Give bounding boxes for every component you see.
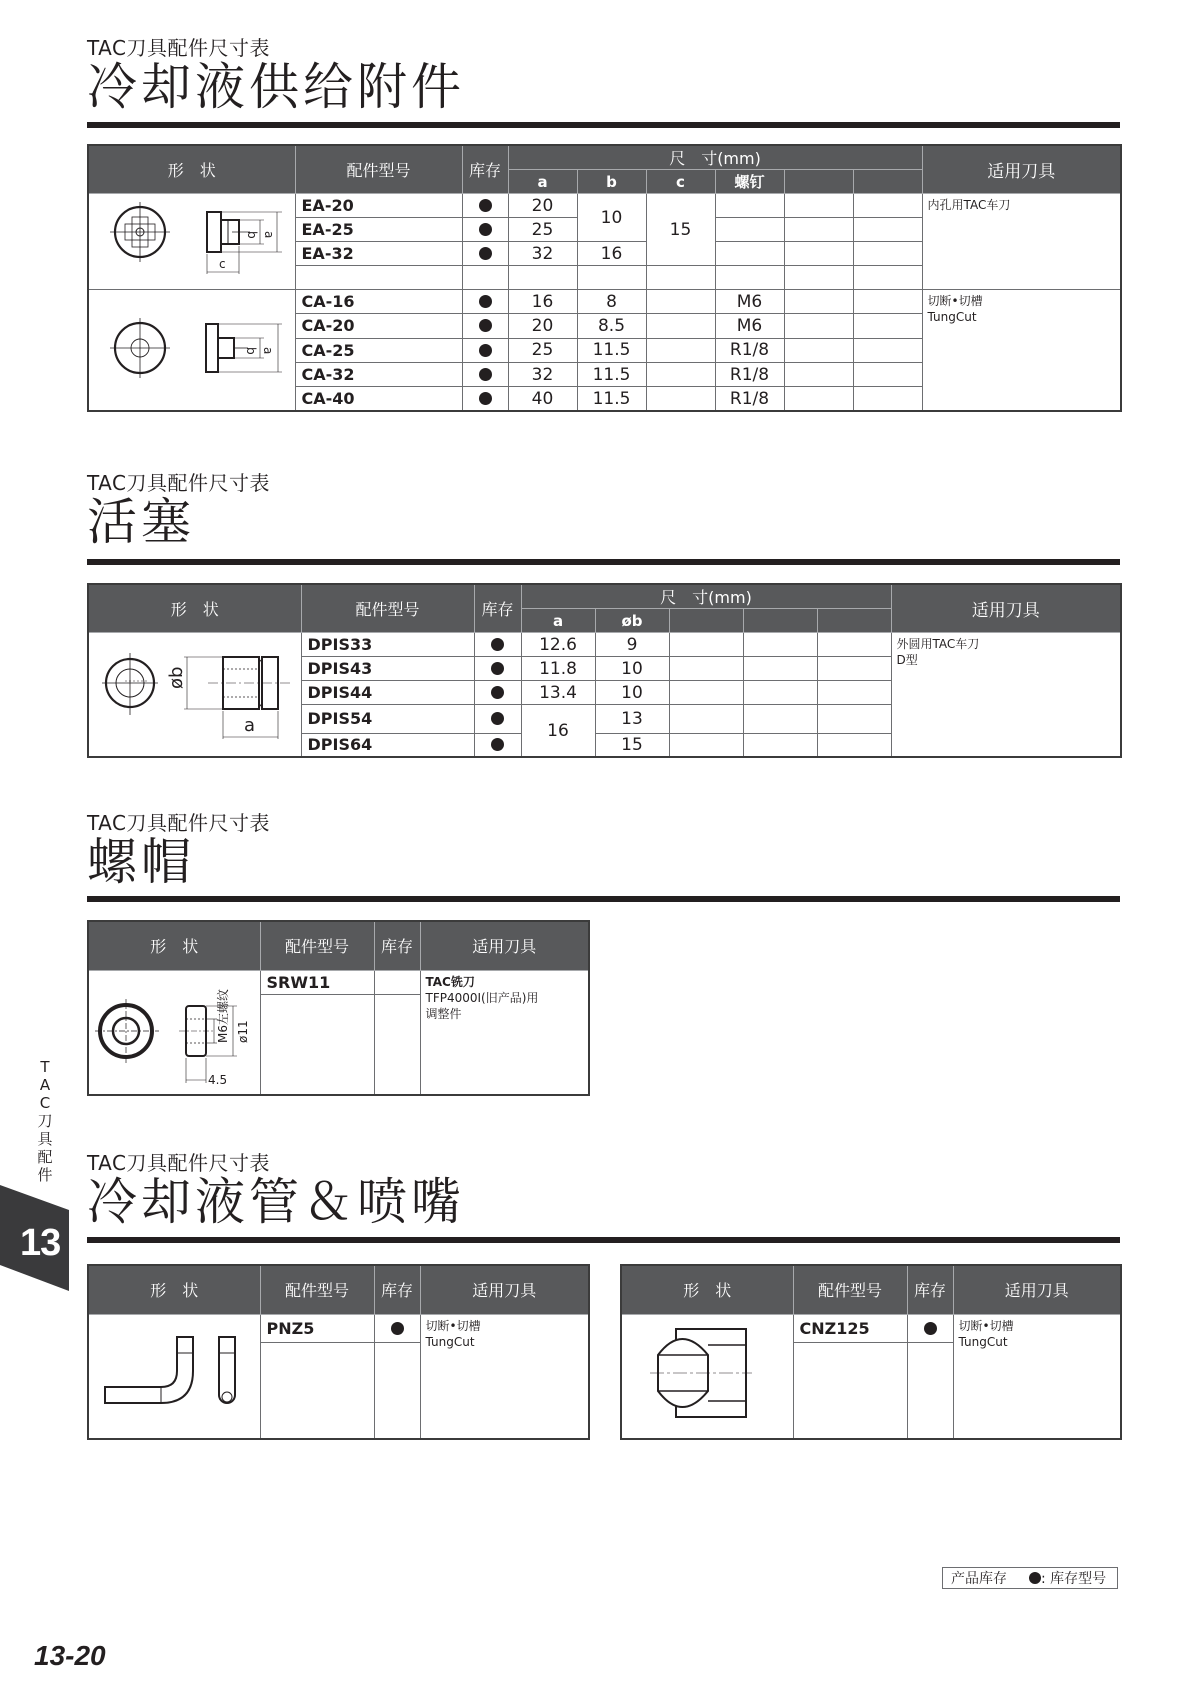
model-cell: CA-16: [295, 290, 462, 314]
header-dim-b: øb: [595, 609, 669, 633]
stock-cell: [374, 970, 420, 994]
in-stock-dot-icon: [479, 247, 492, 260]
header-dim-a: a: [508, 170, 577, 194]
stock-cell: [474, 657, 521, 681]
stock-cell: [474, 733, 521, 757]
stock-cell: [462, 387, 508, 411]
dim-screw-cell: M6: [715, 290, 784, 314]
section-subtitle: TAC刀具配件尺寸表: [87, 1151, 270, 1175]
nut-table: [87, 920, 590, 1096]
in-stock-dot-icon: [479, 199, 492, 212]
stock-cell: [474, 681, 521, 705]
applicable-tool-cell: TAC铣刀 TFP4000I(旧产品)用 调整件: [420, 970, 589, 1095]
in-stock-dot-icon: [491, 738, 504, 751]
header-tool: 适用刀具: [891, 584, 1121, 633]
svg-text:M6左螺纹: M6左螺纹: [216, 988, 231, 1043]
svg-text:b: b: [243, 347, 258, 355]
nozzle-drawing: [621, 1314, 793, 1439]
dim-screw-cell: R1/8: [715, 362, 784, 386]
dim-a-cell: 32: [508, 242, 577, 266]
header-dim-blank: [784, 170, 853, 194]
dim-b-cell: 8.5: [577, 314, 646, 338]
in-stock-dot-icon: [491, 686, 504, 699]
in-stock-dot-icon: [491, 712, 504, 725]
header-dimensions: 尺 寸(mm): [508, 145, 922, 170]
stock-cell: [474, 633, 521, 657]
header-stock: 库存: [462, 145, 508, 194]
table-row: [621, 1314, 1121, 1342]
dim-screw-cell: R1/8: [715, 387, 784, 411]
stock-cell: [462, 242, 508, 266]
side-tab-label: T A C 刀 具 配 件: [37, 1058, 53, 1184]
ea-plug-icon: [92, 194, 292, 284]
header-stock: 库存: [374, 921, 420, 970]
svg-text:ø11: ø11: [236, 1019, 251, 1043]
ea-coolant-plug-drawing: [88, 194, 295, 290]
coolant-nozzle-table: [620, 1264, 1122, 1440]
coolant-pipe-icon: [89, 1315, 259, 1433]
dim-b-cell: 11.5: [577, 387, 646, 411]
dim-a-cell: 20: [508, 314, 577, 338]
chapter-number: 13: [20, 1222, 61, 1264]
model-cell: CA-25: [295, 338, 462, 362]
stock-cell: [374, 1314, 420, 1342]
dim-b-cell: 11.5: [577, 362, 646, 386]
stock-cell: [462, 362, 508, 386]
model-cell: CA-20: [295, 314, 462, 338]
svg-text:c: c: [218, 257, 226, 271]
stock-cell: [462, 218, 508, 242]
table-row: [88, 194, 1121, 218]
piston-icon: [90, 633, 300, 751]
dim-a-cell: 16: [521, 705, 595, 758]
header-stock: 库存: [907, 1265, 953, 1314]
ca-plug-icon: [92, 290, 292, 405]
model-cell: DPIS54: [301, 705, 474, 734]
in-stock-dot-icon: [479, 392, 492, 405]
dim-screw-cell: R1/8: [715, 338, 784, 362]
header-model: 配件型号: [295, 145, 462, 194]
dim-a-cell: 25: [508, 338, 577, 362]
applicable-tool-cell: 切断•切槽 TungCut: [922, 290, 1121, 412]
stock-legend: 产品库存 : 库存型号: [942, 1567, 1118, 1589]
model-cell: EA-20: [295, 194, 462, 218]
in-stock-dot-icon: [391, 1322, 404, 1335]
applicable-tool-cell: 外圆用TAC车刀 D型: [891, 633, 1121, 758]
dim-a-cell: 11.8: [521, 657, 595, 681]
in-stock-dot-icon: [1029, 1572, 1041, 1584]
header-shape: 形 状: [88, 921, 260, 970]
model-cell: DPIS44: [301, 681, 474, 705]
dim-screw-cell: M6: [715, 314, 784, 338]
coolant-nozzle-icon: [622, 1315, 792, 1433]
svg-text:øb: øb: [165, 666, 187, 689]
dim-b-cell: 10: [577, 194, 646, 242]
svg-text:a: a: [260, 347, 275, 355]
header-stock: 库存: [474, 584, 521, 633]
in-stock-dot-icon: [924, 1322, 937, 1335]
in-stock-dot-icon: [491, 662, 504, 675]
coolant-supply-table: [87, 144, 1122, 412]
stock-cell: [462, 194, 508, 218]
header-model: 配件型号: [301, 584, 474, 633]
section-subtitle: TAC刀具配件尺寸表: [87, 36, 270, 60]
header-tool: 适用刀具: [953, 1265, 1121, 1314]
dim-a-cell: 16: [508, 290, 577, 314]
header-dim-c: c: [646, 170, 715, 194]
header-tool: 适用刀具: [420, 921, 589, 970]
in-stock-dot-icon: [479, 319, 492, 332]
svg-text:b: b: [244, 231, 259, 239]
section-subtitle: TAC刀具配件尺寸表: [87, 471, 270, 495]
svg-text:a: a: [261, 231, 276, 239]
model-cell: DPIS43: [301, 657, 474, 681]
header-shape: 形 状: [88, 1265, 260, 1314]
piston-drawing: [88, 633, 301, 758]
nut-drawing: [88, 970, 260, 1095]
in-stock-dot-icon: [479, 223, 492, 236]
dim-c-cell: 15: [646, 194, 715, 266]
piston-table: [87, 583, 1122, 758]
table-row: [88, 970, 589, 994]
pipe-drawing: [88, 1314, 260, 1439]
stock-cell: [907, 1314, 953, 1342]
model-cell: EA-32: [295, 242, 462, 266]
dim-b-cell: 10: [595, 657, 669, 681]
model-cell: CA-32: [295, 362, 462, 386]
dim-b-cell: 13: [595, 705, 669, 734]
section-divider: [87, 896, 1120, 902]
section-divider: [87, 122, 1120, 128]
dim-b-cell: 16: [577, 242, 646, 266]
header-shape: 形 状: [88, 145, 295, 194]
header-model: 配件型号: [793, 1265, 907, 1314]
dim-a-cell: 40: [508, 387, 577, 411]
coolant-pipe-table: [87, 1264, 590, 1440]
table-row: [88, 1314, 589, 1342]
svg-text:4.5: 4.5: [208, 1072, 228, 1087]
table-row: [88, 290, 1121, 314]
section-title: 螺帽: [87, 833, 195, 891]
header-model: 配件型号: [260, 921, 374, 970]
section-divider: [87, 559, 1120, 565]
dim-a-cell: 32: [508, 362, 577, 386]
model-cell: EA-25: [295, 218, 462, 242]
dim-a-cell: 12.6: [521, 633, 595, 657]
applicable-tool-cell: 切断•切槽 TungCut: [420, 1314, 589, 1439]
header-dimensions: 尺 寸(mm): [521, 584, 891, 609]
header-dim-a: a: [521, 609, 595, 633]
applicable-tool-cell: 切断•切槽 TungCut: [953, 1314, 1121, 1439]
header-tool: 适用刀具: [420, 1265, 589, 1314]
dim-b-cell: 15: [595, 733, 669, 757]
in-stock-dot-icon: [479, 368, 492, 381]
applicable-tool-cell: 内孔用TAC车刀: [922, 194, 1121, 290]
nut-icon: [89, 971, 259, 1089]
model-cell: DPIS64: [301, 733, 474, 757]
section-subtitle: TAC刀具配件尺寸表: [87, 811, 270, 835]
in-stock-dot-icon: [479, 295, 492, 308]
svg-text:a: a: [243, 715, 255, 736]
dim-b-cell: 9: [595, 633, 669, 657]
stock-cell: [474, 705, 521, 734]
page-number: 13-20: [34, 1640, 106, 1671]
dim-b-cell: 11.5: [577, 338, 646, 362]
section-title: 活塞: [87, 493, 195, 551]
stock-cell: [462, 338, 508, 362]
stock-cell: [462, 314, 508, 338]
header-dim-screw: 螺钉: [715, 170, 784, 194]
dim-a-cell: 13.4: [521, 681, 595, 705]
in-stock-dot-icon: [491, 638, 504, 651]
header-shape: 形 状: [88, 584, 301, 633]
header-stock: 库存: [374, 1265, 420, 1314]
dim-b-cell: 8: [577, 290, 646, 314]
stock-cell: [462, 290, 508, 314]
section-title: 冷却液供给附件: [87, 58, 465, 116]
model-cell: PNZ5: [260, 1314, 374, 1342]
model-cell: SRW11: [260, 970, 374, 994]
table-row: [88, 633, 1121, 657]
section-divider: [87, 1237, 1120, 1243]
header-dim-blank: [853, 170, 922, 194]
model-cell: CNZ125: [793, 1314, 907, 1342]
model-cell: CA-40: [295, 387, 462, 411]
ca-coolant-plug-drawing: [88, 290, 295, 412]
dim-a-cell: 25: [508, 218, 577, 242]
header-tool: 适用刀具: [922, 145, 1121, 194]
header-shape: 形 状: [621, 1265, 793, 1314]
header-dim-b: b: [577, 170, 646, 194]
section-title: 冷却液管＆喷嘴: [87, 1173, 465, 1231]
dim-a-cell: 20: [508, 194, 577, 218]
in-stock-dot-icon: [479, 344, 492, 357]
header-model: 配件型号: [260, 1265, 374, 1314]
model-cell: DPIS33: [301, 633, 474, 657]
dim-b-cell: 10: [595, 681, 669, 705]
